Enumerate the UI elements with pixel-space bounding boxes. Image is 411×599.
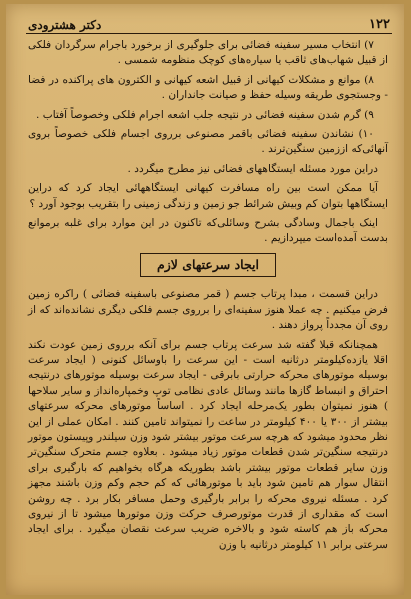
page-number: ۱۲۲ [369, 17, 390, 32]
list-item-8: ۸) موانع و مشکلات کیهانی از قبیل اشعه کیهانی و الکترون های پراکنده در فضا - وجستجوی طریقه وسیله حفظ و صیانت جانداران . [28, 73, 388, 102]
section-heading-container [28, 253, 388, 277]
paragraph: دراین مورد مسئله ایستگاههای فضائی نیز مطرح میگردد . [127, 162, 378, 175]
running-title: دکتر هشترودی [28, 18, 102, 32]
page-body [28, 38, 388, 589]
page-header [28, 10, 390, 32]
book-page [6, 4, 404, 595]
list-item-7: ۷) انتخاب مسیر سفینه فضائی برای جلوگیری از برخورد باجرام سرگردان فلکی از قبیل شهاب‌های ثاقب یا سیاره‌های کوچک منظومه شمسی . [28, 39, 388, 67]
list-item-10: ۱۰) نشاندن سفینه فضائی باقمر مصنوعی برروی اجسام فلکی خصوصاً بروی آنهائی‌که اززمین سنگین‌ترند . [28, 128, 388, 156]
paragraph: اینک با‌جمال وسادگی بشرح وسائلی‌که تاکنون در این موارد برای غلبه برموانع بدست آمده‌است میپردازیم . [28, 217, 388, 245]
paragraph: دراین قسمت ، مبدا پرتاب جسم ( قمر مصنوعی باسفینه فضائی ) راکره زمین فرض میکنیم . چه عملا هنوز سفینه‌ای را برروی جسم فلکی دیگری نشانده‌اند که از روی آن مجدداً پرواز دهند . [28, 288, 388, 332]
header-rule [26, 33, 392, 34]
paragraph: آیا ممکن است بین راه مسافرت کیهانی ایستگاههائی ایجاد کرد که دراین ایستگاهها بتوان کم وبیش شرائط جو زمین و زندگی زمینی را بتقریب بوجود آورد ؟ [28, 182, 388, 210]
list-item-9: ۹) گرم شدن سفینه فضائی در نتیجه جلب اشعه اجرام فلکی وخصوصاً آفتاب . [35, 108, 374, 121]
paragraph: همچنانکه قبلا گفته شد سرعت پرتاب جسم برای آنکه برروی زمین عودت نکند اقلا یازده‌کیلومتر درثانیه است - این سرعت را باوسائل کنونی ( ایجاد سرعت بوسیله موتورهای محرکه حرارتی بابرقی - ایجاد سرعت بوسیله موتورهای درنتیجه احتراق و انبساط گازها مانند وسائل عادی نظامی توپ وخمپاره‌انداز و سایر سلاحها ) هنوز نمیتوان بطور یک‌مرحله ایجاد کرد . اساساً موتورهای محرکه سرعتهای بیشتر از ۳۰۰ یا ۴۰۰ کیلومتر در ساعت را نمیتواند تامین کنند . امکان عملی از این نظر محدود میشود که هرچه سرعت موتور بیشتر شود وزن سیلندر وپیستون موتور درنتیجه سنگین‌تر شدن قطعات موتور زیاد میشود . بعلاوه جسم متحرک سنگین‌تر وزن سایر قطعات موتور بیشتر باشد بطوریکه هرگاه بخواهیم که بارگیری برای انتقال سوار هم تامین شود باید با موتورهائی که کم حجم وکم وزن باشند مجهز کرد . مسئله نیروی محرکه را برابر بارگیری وحمل مسافر بکار برد . چه روشن است که مقداری از قدرت موتورصرف حرکت وزن موتورها میشود تا از نیروی محرکه باز هم کاسته شود و بالاخره ضریب سرعت نقصان میگیرد . برای ایجاد سرعتی برابر ۱۱ کیلومتر درثانیه با وزن [28, 338, 388, 551]
section-heading: ایجاد سرعتهای لازم [140, 253, 276, 277]
